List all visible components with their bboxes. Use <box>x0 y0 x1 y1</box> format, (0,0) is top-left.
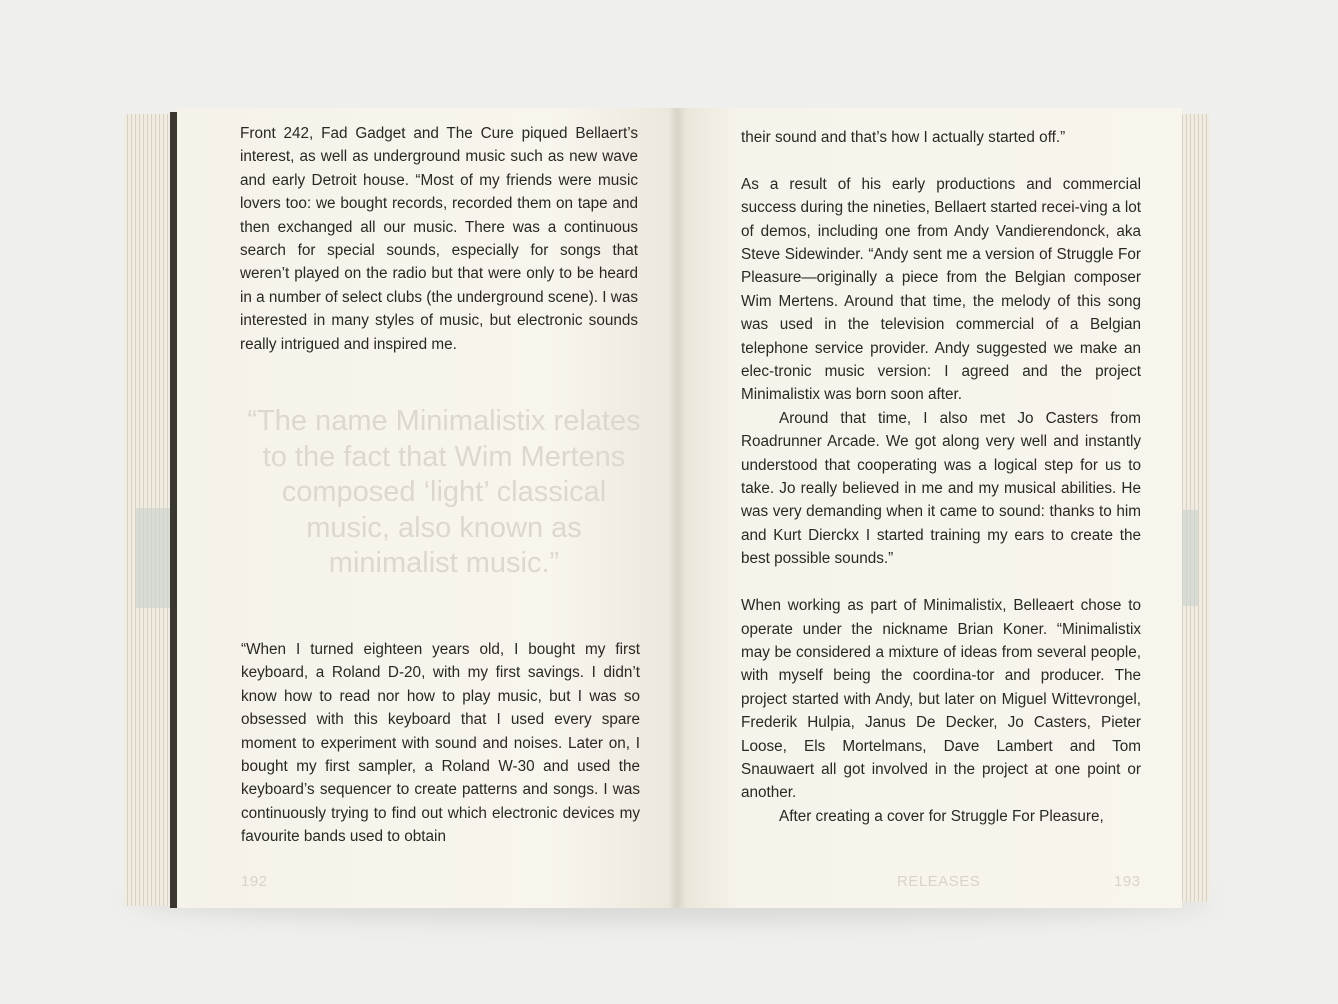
open-book <box>120 108 1210 908</box>
left-paragraph-2: “When I turned eighteen years old, I bought my first keyboard, a Roland D-20, with my first savings. I didn’t know how to read nor how to play music, but I was so obsessed with this keyboard that I used every spare moment to experiment with sound and noises. Later on, I bought my first sampler, a Roland W-30 and used the keyboard’s sequencer to create patterns and songs. I was continuously trying to find out which electronic devices my favourite bands used to obtain <box>241 641 640 846</box>
running-head: RELEASES <box>897 873 981 890</box>
right-paragraph-3: Around that time, I also met Jo Casters from Roadrunner Arcade. We got along very well and instantly understood that cooperating was a logical step for us to take. Jo really believed in me and my musical abilities. He was very demanding when it came to sound: thanks to him and Kurt Dierckx I started training my ears to create the best possible sounds.” <box>741 409 1141 568</box>
pull-quote: “The name Minimalistix relates to the fact that Wim Mertens composed ‘light’ classical music, also known as minimalist music.” <box>247 405 641 579</box>
left-page-body-top <box>240 122 638 356</box>
left-page <box>177 108 677 908</box>
right-paragraph-1: their sound and that’s how I actually started off.” <box>741 129 1066 146</box>
left-page-number: 192 <box>241 873 268 890</box>
left-page-body-bottom <box>241 638 640 849</box>
right-page <box>677 108 1182 908</box>
right-paragraph-2: As a result of his early productions and commercial success during the nineties, Bellaert started recei-ving a lot of demos, including one from Andy Vandierendonck, aka Steve Sidewinder. “Andy sent me a version of Struggle For Pleasure—originally a piece from the Belgian composer Wim Mertens. Around that time, the melody of this song was used in the television commercial of a Belgian telephone service provider. Andy suggested we make an elec-tronic music version: I agreed and the project Minimalistix was born soon after. <box>741 175 1141 404</box>
cover-edge <box>170 112 177 908</box>
left-paragraph-1: Front 242, Fad Gadget and The Cure piqued Bellaert’s interest, as well as underground music such as new wave and early Detroit house. “Most of my friends were music lovers too: we bought records, recorded them on tape and then exchanged all our music. There was a continuous search for special sounds, especially for songs that weren’t played on the radio but that were only to be heard in a number of select clubs (the underground scene). I was interested in many styles of music, but electronic sounds really intrigued and inspired me. <box>240 125 638 353</box>
right-paragraph-4: When working as part of Minimalistix, Belleaert chose to operate under the nickname Brian Koner. “Minimalistix may be considered a mixture of ideas from several people, with myself being the coordina-tor and producer. The project started with Andy, but later on Miguel Wittevrongel, Frederik Hulpia, Janus De Decker, Jo Casters, Pieter Loose, Els Mortelmans, Dave Lambert and Tom Snauwaert all got involved in the project at one point or another. <box>741 597 1141 802</box>
book-gutter <box>668 108 686 908</box>
right-page-body <box>741 126 1141 828</box>
right-paragraph-5: After creating a cover for Struggle For Pleasure, <box>779 807 1104 825</box>
right-page-edges <box>1182 114 1210 902</box>
right-page-number: 193 <box>1114 873 1141 890</box>
